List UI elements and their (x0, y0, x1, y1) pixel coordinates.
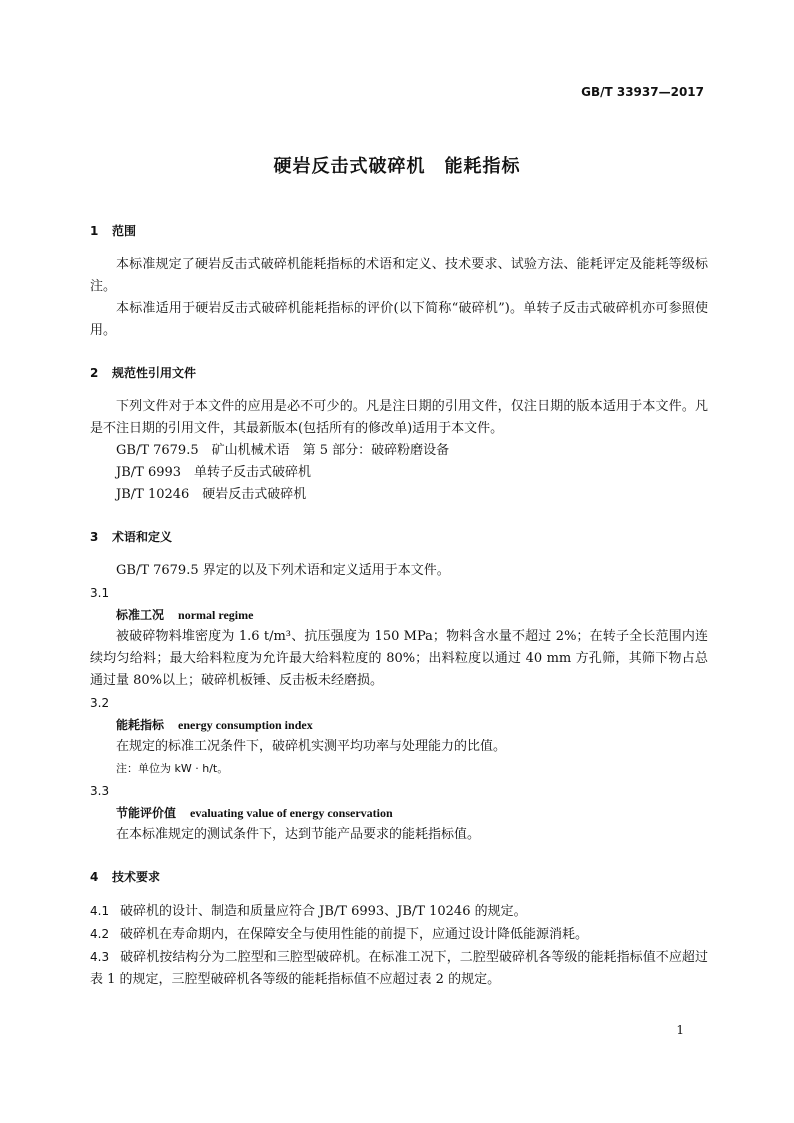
paragraph: 下列文件对于本文件的应用是必不可少的。凡是注日期的引用文件，仅注日期的版本适用于本文件。凡是不注日期的引用文件，其最新版本(包括所有的修改单)适用于本文件。 (90, 399, 708, 436)
clause-number: 3.1 (90, 586, 110, 600)
requirement-text: 破碎机按结构分为二腔型和三腔型破碎机。在标准工况下，二腔型破碎机各等级的能耗指标值不应超过表 1 的规定，三腔型破碎机各等级的能耗指标值不应超过表 2 的规定。 (90, 950, 708, 987)
term-definition: 在规定的标准工况条件下，破碎机实测平均功率与处理能力的比值。 (116, 739, 507, 754)
section-1-heading (90, 220, 708, 242)
section-3-heading (90, 526, 708, 548)
term-entry (90, 604, 708, 626)
term-definition: 在本标准规定的测试条件下，达到节能产品要求的能耗指标值。 (116, 827, 481, 842)
page-number: 1 (676, 1023, 684, 1037)
clause-number: 3.3 (90, 784, 110, 798)
section-title: 技术要求 (112, 870, 161, 884)
paragraph: 本标准规定了硬岩反击式破碎机能耗指标的术语和定义、技术要求、试验方法、能耗评定及能耗等级标注。 (90, 257, 708, 294)
clause-number: 3.2 (90, 696, 110, 710)
section-4-heading (90, 866, 708, 888)
clause-number: 4.2 (90, 927, 110, 941)
term-en: energy consumption index (178, 718, 313, 732)
requirement-item (90, 900, 708, 923)
term-zh: 能耗指标 (116, 718, 165, 732)
reference-item: JB/T 10246 硬岩反击式破碎机 (116, 487, 307, 502)
requirement-text: 破碎机的设计、制造和质量应符合 JB/T 6993、JB/T 10246 的规定。 (120, 904, 527, 919)
document-body (90, 220, 708, 991)
section-number: 1 (90, 224, 99, 238)
clause-number: 4.1 (90, 904, 110, 918)
section-number: 3 (90, 530, 99, 544)
section-title: 规范性引用文件 (112, 366, 197, 380)
requirement-item (90, 923, 708, 946)
clause-number: 4.3 (90, 950, 110, 964)
term-note: 注：单位为 kW · h/t。 (116, 762, 229, 775)
term-en: evaluating value of energy conservation (190, 806, 393, 820)
reference-item: GB/T 7679.5 矿山机械术语 第 5 部分：破碎粉磨设备 (116, 443, 450, 458)
term-zh: 节能评价值 (116, 806, 177, 820)
reference-item: JB/T 6993 单转子反击式破碎机 (116, 465, 312, 480)
term-en: normal regime (178, 608, 254, 622)
term-entry (90, 714, 708, 736)
section-2-heading (90, 362, 708, 384)
section-number: 4 (90, 870, 99, 884)
section-title: 范围 (112, 224, 137, 238)
standard-number: GB/T 33937—2017 (581, 85, 704, 99)
paragraph: 本标准适用于硬岩反击式破碎机能耗指标的评价(以下简称“破碎机”)。单转子反击式破碎机亦可参照使用。 (90, 301, 708, 338)
requirement-item (90, 946, 708, 991)
term-definition: 被破碎物料堆密度为 1.6 t/m³、抗压强度为 150 MPa；物料含水量不超过 2%；在转子全长范围内连续均匀给料；最大给料粒度为允许最大给料粒度的 80%；出料粒度以通过 40 mm 方孔筛，其筛下物占总通过量 80%以上；破碎机板锤、反击板未经磨损。 (90, 629, 708, 688)
section-number: 2 (90, 366, 99, 380)
document-title: 硬岩反击式破碎机 能耗指标 (273, 156, 521, 177)
term-entry (90, 802, 708, 824)
term-zh: 标准工况 (116, 608, 165, 622)
requirement-text: 破碎机在寿命期内，在保障安全与使用性能的前提下，应通过设计降低能源消耗。 (120, 927, 589, 942)
paragraph: GB/T 7679.5 界定的以及下列术语和定义适用于本文件。 (116, 563, 450, 578)
section-title: 术语和定义 (112, 530, 173, 544)
